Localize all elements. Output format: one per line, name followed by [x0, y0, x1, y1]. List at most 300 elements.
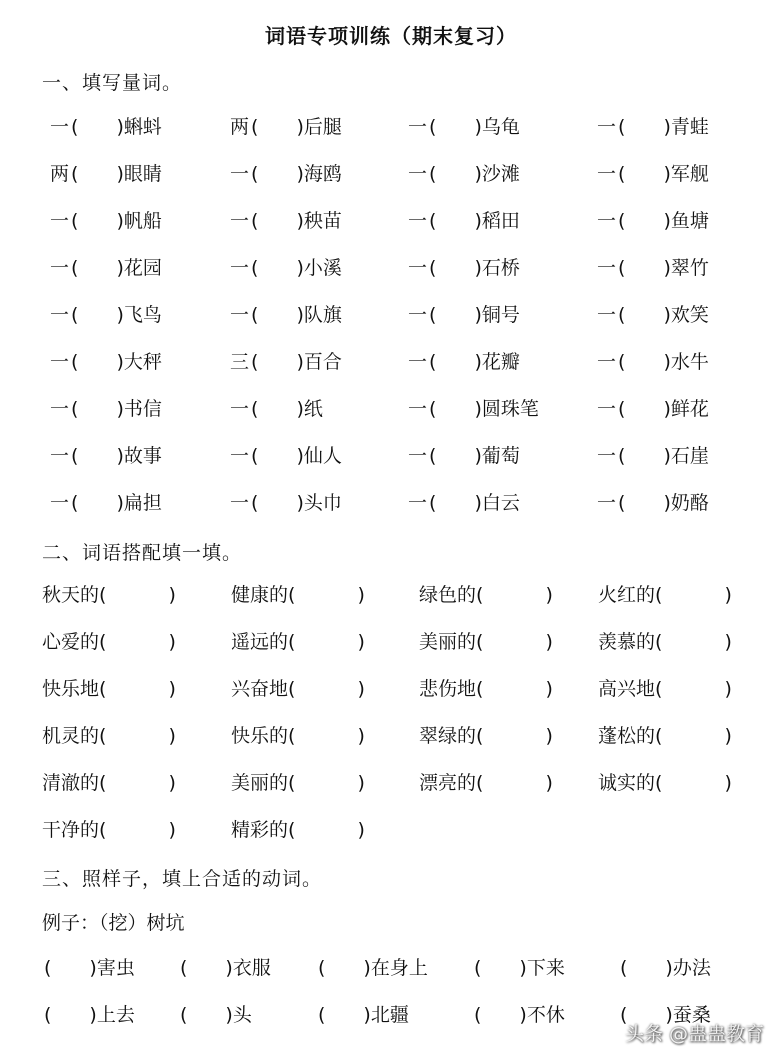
quantifier-row — [0, 253, 782, 283]
verb-object: 在身上 — [370, 957, 428, 979]
section2-heading: 二、词语搭配填一填。 — [42, 542, 243, 564]
blank-close-paren: ) — [663, 304, 671, 326]
blank-open-paren: ( — [71, 304, 79, 326]
matching-item — [231, 815, 365, 845]
verb-object: 上去 — [96, 1004, 135, 1026]
matching-item — [598, 768, 732, 798]
blank-close-paren: ) — [116, 445, 124, 467]
blank-close-paren: ) — [663, 492, 671, 514]
matching-word: 诚实的 — [598, 772, 656, 794]
section3-heading: 三、照样子，填上合适的动词。 — [42, 868, 323, 890]
quantifier-prefix: 一 — [50, 210, 70, 232]
quantifier-prefix: 三 — [230, 351, 250, 373]
blank-open-paren: ( — [288, 678, 296, 700]
blank-close-paren: ) — [545, 631, 553, 653]
quantifier-item — [408, 441, 520, 471]
quantifier-row — [0, 394, 782, 424]
blank-close-paren: ) — [545, 772, 553, 794]
blank-close-paren: ) — [357, 725, 365, 747]
blank-open-paren: ( — [71, 257, 79, 279]
matching-word: 遥远的 — [231, 631, 289, 653]
blank-close-paren: ) — [116, 398, 124, 420]
matching-row — [0, 815, 782, 845]
matching-row — [0, 674, 782, 704]
blank-close-paren: ) — [296, 398, 304, 420]
blank-close-paren: ) — [663, 210, 671, 232]
verb-object: 衣服 — [232, 957, 271, 979]
quantifier-row — [0, 206, 782, 236]
quantifier-item — [230, 159, 342, 189]
blank-open-paren: ( — [429, 210, 437, 232]
verb-object: 害虫 — [96, 957, 135, 979]
quantifier-item — [50, 300, 162, 330]
quantifier-row — [0, 112, 782, 142]
quantifier-prefix: 一 — [230, 210, 250, 232]
blank-open-paren: ( — [251, 163, 259, 185]
blank-open-paren: ( — [288, 631, 296, 653]
blank-open-paren: ( — [180, 957, 188, 979]
matching-row — [0, 580, 782, 610]
verb-object: 头 — [232, 1004, 252, 1026]
quantifier-prefix: 一 — [408, 398, 428, 420]
matching-word: 羡慕的 — [598, 631, 656, 653]
quantifier-noun: 蝌蚪 — [123, 116, 162, 138]
quantifier-prefix: 一 — [50, 351, 70, 373]
blank-close-paren: ) — [168, 725, 176, 747]
blank-open-paren: ( — [99, 584, 107, 606]
blank-open-paren: ( — [251, 492, 259, 514]
matching-row — [0, 721, 782, 751]
quantifier-noun: 队旗 — [303, 304, 342, 326]
quantifier-prefix: 一 — [230, 492, 250, 514]
verb-item — [180, 953, 271, 983]
quantifier-item — [408, 347, 520, 377]
blank-close-paren: ) — [296, 257, 304, 279]
quantifier-item — [50, 488, 162, 518]
blank-close-paren: ) — [357, 819, 365, 841]
quantifier-prefix: 一 — [230, 398, 250, 420]
blank-open-paren: ( — [99, 725, 107, 747]
blank-open-paren: ( — [71, 116, 79, 138]
matching-word: 兴奋地 — [231, 678, 289, 700]
blank-open-paren: ( — [44, 957, 52, 979]
blank-close-paren: ) — [665, 1004, 673, 1026]
blank-close-paren: ) — [663, 163, 671, 185]
quantifier-prefix: 一 — [50, 492, 70, 514]
quantifier-item — [408, 159, 520, 189]
blank-open-paren: ( — [618, 445, 626, 467]
matching-item — [42, 674, 176, 704]
blank-open-paren: ( — [71, 398, 79, 420]
quantifier-item — [50, 441, 162, 471]
quantifier-prefix: 一 — [230, 257, 250, 279]
matching-item — [231, 627, 365, 657]
blank-close-paren: ) — [665, 957, 673, 979]
blank-open-paren: ( — [618, 163, 626, 185]
blank-close-paren: ) — [116, 351, 124, 373]
quantifier-prefix: 一 — [597, 445, 617, 467]
quantifier-noun: 白云 — [481, 492, 520, 514]
matching-word: 悲伤地 — [419, 678, 477, 700]
blank-open-paren: ( — [655, 772, 663, 794]
quantifier-item — [597, 253, 709, 283]
quantifier-prefix: 一 — [408, 116, 428, 138]
blank-open-paren: ( — [429, 257, 437, 279]
quantifier-noun: 小溪 — [303, 257, 342, 279]
blank-close-paren: ) — [663, 116, 671, 138]
matching-word: 清澈的 — [42, 772, 100, 794]
quantifier-row — [0, 488, 782, 518]
quantifier-noun: 飞鸟 — [123, 304, 162, 326]
blank-close-paren: ) — [116, 257, 124, 279]
blank-close-paren: ) — [168, 772, 176, 794]
matching-item — [598, 674, 732, 704]
blank-close-paren: ) — [724, 772, 732, 794]
quantifier-item — [230, 441, 342, 471]
matching-word: 高兴地 — [598, 678, 656, 700]
blank-open-paren: ( — [71, 351, 79, 373]
quantifier-item — [230, 488, 342, 518]
blank-open-paren: ( — [99, 678, 107, 700]
quantifier-item — [597, 112, 709, 142]
quantifier-noun: 扁担 — [123, 492, 162, 514]
quantifier-row — [0, 300, 782, 330]
matching-word: 快乐的 — [231, 725, 289, 747]
blank-close-paren: ) — [168, 631, 176, 653]
quantifier-item — [597, 441, 709, 471]
blank-close-paren: ) — [116, 492, 124, 514]
quantifier-noun: 圆珠笔 — [481, 398, 539, 420]
matching-item — [419, 721, 553, 751]
blank-open-paren: ( — [429, 492, 437, 514]
matching-row — [0, 627, 782, 657]
quantifier-noun: 书信 — [123, 398, 162, 420]
quantifier-noun: 秧苗 — [303, 210, 342, 232]
quantifier-item — [50, 253, 162, 283]
quantifier-item — [230, 347, 342, 377]
quantifier-noun: 花瓣 — [481, 351, 520, 373]
blank-close-paren: ) — [519, 957, 527, 979]
section3-example: 例子：（挖）树坑 — [42, 912, 185, 934]
blank-close-paren: ) — [357, 678, 365, 700]
quantifier-noun: 鲜花 — [670, 398, 709, 420]
verb-row — [0, 953, 782, 983]
quantifier-prefix: 两 — [230, 116, 250, 138]
verb-item — [44, 1000, 135, 1030]
blank-close-paren: ) — [89, 957, 97, 979]
quantifier-row — [0, 347, 782, 377]
blank-close-paren: ) — [474, 351, 482, 373]
blank-open-paren: ( — [429, 398, 437, 420]
blank-close-paren: ) — [296, 351, 304, 373]
quantifier-item — [50, 347, 162, 377]
blank-close-paren: ) — [545, 725, 553, 747]
verb-object: 不休 — [526, 1004, 565, 1026]
quantifier-noun: 后腿 — [303, 116, 342, 138]
quantifier-prefix: 一 — [408, 210, 428, 232]
quantifier-prefix: 一 — [597, 398, 617, 420]
verb-item — [620, 953, 711, 983]
blank-close-paren: ) — [357, 772, 365, 794]
matching-item — [419, 580, 553, 610]
quantifier-noun: 鱼塘 — [670, 210, 709, 232]
blank-close-paren: ) — [663, 351, 671, 373]
blank-open-paren: ( — [44, 1004, 52, 1026]
blank-open-paren: ( — [99, 631, 107, 653]
matching-word: 绿色的 — [419, 584, 477, 606]
blank-close-paren: ) — [663, 257, 671, 279]
matching-item — [42, 768, 176, 798]
blank-close-paren: ) — [296, 445, 304, 467]
blank-close-paren: ) — [724, 725, 732, 747]
quantifier-item — [50, 112, 162, 142]
matching-word: 机灵的 — [42, 725, 100, 747]
blank-open-paren: ( — [251, 210, 259, 232]
blank-open-paren: ( — [476, 678, 484, 700]
blank-open-paren: ( — [618, 116, 626, 138]
blank-close-paren: ) — [545, 678, 553, 700]
blank-open-paren: ( — [476, 772, 484, 794]
quantifier-noun: 头巾 — [303, 492, 342, 514]
section1-heading: 一、填写量词。 — [42, 72, 183, 94]
quantifier-item — [230, 112, 342, 142]
matching-row — [0, 768, 782, 798]
blank-open-paren: ( — [71, 210, 79, 232]
blank-open-paren: ( — [620, 957, 628, 979]
quantifier-noun: 故事 — [123, 445, 162, 467]
blank-close-paren: ) — [296, 163, 304, 185]
blank-close-paren: ) — [519, 1004, 527, 1026]
blank-open-paren: ( — [288, 725, 296, 747]
matching-item — [42, 627, 176, 657]
verb-item — [318, 953, 428, 983]
matching-word: 秋天的 — [42, 584, 100, 606]
matching-item — [598, 721, 732, 751]
quantifier-noun: 石崖 — [670, 445, 709, 467]
blank-close-paren: ) — [363, 957, 371, 979]
quantifier-item — [408, 488, 520, 518]
blank-close-paren: ) — [116, 210, 124, 232]
verb-object: 北疆 — [370, 1004, 409, 1026]
matching-word: 蓬松的 — [598, 725, 656, 747]
quantifier-item — [597, 159, 709, 189]
quantifier-item — [230, 394, 323, 424]
quantifier-item — [50, 159, 162, 189]
blank-close-paren: ) — [724, 584, 732, 606]
blank-open-paren: ( — [71, 492, 79, 514]
verb-item — [474, 1000, 565, 1030]
quantifier-item — [597, 488, 709, 518]
quantifier-prefix: 一 — [408, 445, 428, 467]
blank-close-paren: ) — [474, 210, 482, 232]
blank-close-paren: ) — [296, 492, 304, 514]
quantifier-item — [230, 300, 342, 330]
blank-open-paren: ( — [476, 584, 484, 606]
blank-open-paren: ( — [251, 304, 259, 326]
blank-close-paren: ) — [474, 304, 482, 326]
blank-close-paren: ) — [363, 1004, 371, 1026]
quantifier-prefix: 一 — [597, 492, 617, 514]
watermark: 头条 @蛊蛊教育 — [624, 1023, 764, 1045]
blank-open-paren: ( — [288, 819, 296, 841]
quantifier-item — [597, 300, 709, 330]
verb-item — [44, 953, 135, 983]
blank-open-paren: ( — [620, 1004, 628, 1026]
blank-open-paren: ( — [288, 772, 296, 794]
matching-word: 健康的 — [231, 584, 289, 606]
quantifier-noun: 海鸥 — [303, 163, 342, 185]
quantifier-noun: 大秤 — [123, 351, 162, 373]
blank-close-paren: ) — [663, 398, 671, 420]
quantifier-item — [597, 394, 709, 424]
quantifier-noun: 眼睛 — [123, 163, 162, 185]
blank-open-paren: ( — [655, 678, 663, 700]
quantifier-prefix: 一 — [230, 163, 250, 185]
quantifier-noun: 稻田 — [481, 210, 520, 232]
quantifier-row — [0, 159, 782, 189]
blank-open-paren: ( — [655, 631, 663, 653]
quantifier-prefix: 一 — [597, 304, 617, 326]
quantifier-noun: 百合 — [303, 351, 342, 373]
blank-close-paren: ) — [225, 1004, 233, 1026]
quantifier-noun: 军舰 — [670, 163, 709, 185]
quantifier-prefix: 一 — [408, 492, 428, 514]
quantifier-noun: 水牛 — [670, 351, 709, 373]
blank-close-paren: ) — [296, 116, 304, 138]
blank-open-paren: ( — [251, 398, 259, 420]
quantifier-prefix: 一 — [597, 351, 617, 373]
blank-close-paren: ) — [116, 304, 124, 326]
blank-open-paren: ( — [655, 725, 663, 747]
quantifier-prefix: 一 — [50, 116, 70, 138]
blank-open-paren: ( — [618, 398, 626, 420]
blank-close-paren: ) — [663, 445, 671, 467]
blank-close-paren: ) — [89, 1004, 97, 1026]
blank-open-paren: ( — [429, 163, 437, 185]
quantifier-noun: 仙人 — [303, 445, 342, 467]
matching-item — [419, 768, 553, 798]
blank-open-paren: ( — [429, 304, 437, 326]
blank-close-paren: ) — [474, 398, 482, 420]
blank-open-paren: ( — [99, 819, 107, 841]
blank-open-paren: ( — [476, 725, 484, 747]
blank-open-paren: ( — [251, 116, 259, 138]
quantifier-item — [597, 206, 709, 236]
blank-close-paren: ) — [116, 163, 124, 185]
blank-open-paren: ( — [474, 1004, 482, 1026]
quantifier-prefix: 一 — [597, 257, 617, 279]
quantifier-item — [230, 253, 342, 283]
quantifier-prefix: 一 — [408, 351, 428, 373]
matching-item — [598, 580, 732, 610]
matching-item — [231, 768, 365, 798]
matching-word: 精彩的 — [231, 819, 289, 841]
matching-item — [42, 721, 176, 751]
blank-close-paren: ) — [168, 678, 176, 700]
quantifier-item — [230, 206, 342, 236]
quantifier-row — [0, 441, 782, 471]
matching-word: 美丽的 — [419, 631, 477, 653]
quantifier-noun: 乌龟 — [481, 116, 520, 138]
blank-open-paren: ( — [180, 1004, 188, 1026]
quantifier-prefix: 一 — [50, 257, 70, 279]
blank-close-paren: ) — [168, 819, 176, 841]
quantifier-item — [50, 394, 162, 424]
verb-item — [318, 1000, 409, 1030]
blank-close-paren: ) — [296, 210, 304, 232]
quantifier-item — [408, 394, 539, 424]
matching-item — [231, 674, 365, 704]
blank-open-paren: ( — [288, 584, 296, 606]
matching-word: 翠绿的 — [419, 725, 477, 747]
matching-word: 美丽的 — [231, 772, 289, 794]
blank-close-paren: ) — [357, 584, 365, 606]
blank-close-paren: ) — [116, 116, 124, 138]
blank-open-paren: ( — [429, 116, 437, 138]
quantifier-prefix: 一 — [50, 445, 70, 467]
blank-open-paren: ( — [318, 1004, 326, 1026]
blank-open-paren: ( — [99, 772, 107, 794]
matching-word: 火红的 — [598, 584, 656, 606]
matching-word: 漂亮的 — [419, 772, 477, 794]
quantifier-noun: 铜号 — [481, 304, 520, 326]
blank-close-paren: ) — [168, 584, 176, 606]
blank-open-paren: ( — [251, 257, 259, 279]
quantifier-item — [408, 112, 520, 142]
blank-close-paren: ) — [545, 584, 553, 606]
verb-object: 下来 — [526, 957, 565, 979]
blank-close-paren: ) — [474, 492, 482, 514]
quantifier-noun: 沙滩 — [481, 163, 520, 185]
blank-close-paren: ) — [724, 631, 732, 653]
blank-open-paren: ( — [618, 492, 626, 514]
verb-item — [474, 953, 565, 983]
quantifier-item — [408, 253, 520, 283]
blank-close-paren: ) — [225, 957, 233, 979]
blank-open-paren: ( — [655, 584, 663, 606]
quantifier-noun: 花园 — [123, 257, 162, 279]
quantifier-noun: 纸 — [303, 398, 323, 420]
blank-open-paren: ( — [318, 957, 326, 979]
matching-item — [419, 674, 553, 704]
blank-open-paren: ( — [618, 257, 626, 279]
blank-close-paren: ) — [474, 116, 482, 138]
quantifier-prefix: 一 — [597, 116, 617, 138]
quantifier-prefix: 一 — [597, 210, 617, 232]
quantifier-noun: 帆船 — [123, 210, 162, 232]
quantifier-prefix: 一 — [408, 257, 428, 279]
quantifier-prefix: 一 — [408, 304, 428, 326]
blank-open-paren: ( — [618, 210, 626, 232]
blank-open-paren: ( — [474, 957, 482, 979]
matching-item — [598, 627, 732, 657]
blank-close-paren: ) — [474, 163, 482, 185]
matching-word: 干净的 — [42, 819, 100, 841]
blank-close-paren: ) — [474, 257, 482, 279]
blank-open-paren: ( — [618, 304, 626, 326]
quantifier-prefix: 一 — [230, 304, 250, 326]
quantifier-prefix: 两 — [50, 163, 70, 185]
matching-word: 快乐地 — [42, 678, 100, 700]
blank-close-paren: ) — [474, 445, 482, 467]
blank-open-paren: ( — [476, 631, 484, 653]
matching-item — [231, 580, 365, 610]
quantifier-noun: 石桥 — [481, 257, 520, 279]
quantifier-item — [50, 206, 162, 236]
quantifier-noun: 青蛙 — [670, 116, 709, 138]
blank-close-paren: ) — [357, 631, 365, 653]
blank-open-paren: ( — [71, 445, 79, 467]
